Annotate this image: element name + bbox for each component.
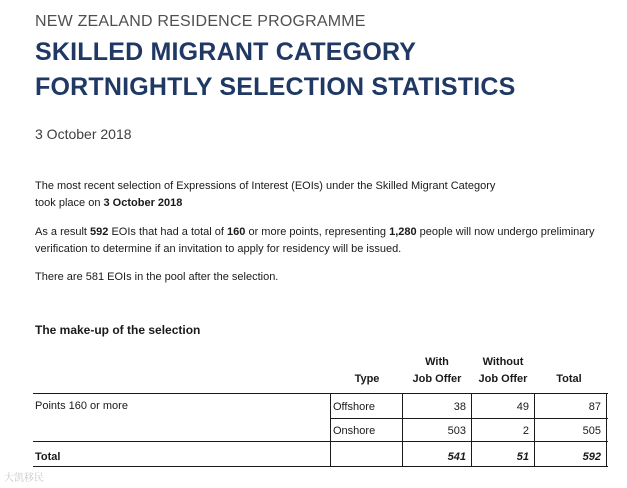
row-total: 505 [582,425,601,437]
programme-label: NEW ZEALAND RESIDENCE PROGRAMME [35,13,366,30]
paragraph-result-text-a: As a result [35,226,91,238]
table-bottom-rule [33,466,608,467]
row-type: Offshore [333,401,375,413]
page-title-line2: FORTNIGHTLY SELECTION STATISTICS [35,73,516,101]
paragraph-result-text-c: EOIs that had a total of [108,226,228,238]
table-col-rule-1 [330,393,331,467]
header-type: Type [354,373,380,385]
header-without-job-offer [472,354,534,388]
header-with-job-offer [402,354,472,388]
people-count: 1,280 [389,226,417,238]
paragraph-result-text-e: or more points, representing [245,226,390,238]
points-threshold: 160 [227,226,246,238]
paragraph-result-text-g: people will now undergo preliminary [416,226,595,238]
page-title-line1: SKILLED MIGRANT CATEGORY [35,38,417,66]
paragraph-selection-date: 3 October 2018 [103,197,183,209]
header-without-line1: Without [482,356,524,368]
total-total: 592 [582,451,601,463]
header-without-line2: Job Offer [478,373,528,385]
row-without-job-offer: 49 [516,401,529,413]
selection-date: 3 October 2018 [35,126,132,142]
row-total: 87 [588,401,601,413]
paragraph-selection-line1: The most recent selection of Expressions of Interest (EOIs) under the Skilled Migrant Category [35,180,496,192]
table-col-rule-5 [606,393,607,467]
watermark: 大凯移民 [4,473,44,484]
section-title: The make-up of the selection [35,323,201,337]
total-with-job-offer: 541 [447,451,466,463]
table-total-rule [33,441,608,442]
eoi-count: 592 [90,226,109,238]
row-with-job-offer: 503 [447,425,466,437]
table-top-rule [33,393,608,394]
paragraph-result-line2: verification to determine if an invitation to apply for residency will be issued. [35,243,402,255]
row-without-job-offer: 2 [522,425,529,437]
total-without-job-offer: 51 [516,451,529,463]
row-type: Onshore [333,425,376,437]
paragraph-selection-prefix: took place on [35,197,104,209]
paragraph-result [35,224,610,258]
header-with-line2: Job Offer [412,373,462,385]
total-label: Total [35,451,61,463]
paragraph-selection [35,178,610,212]
table-row-divider [330,418,608,419]
header-total: Total [556,373,582,385]
header-with-line1: With [425,356,449,368]
paragraph-pool: There are 581 EOIs in the pool after the selection. [35,271,279,283]
row-label: Points 160 or more [35,400,128,412]
row-with-job-offer: 38 [453,401,466,413]
